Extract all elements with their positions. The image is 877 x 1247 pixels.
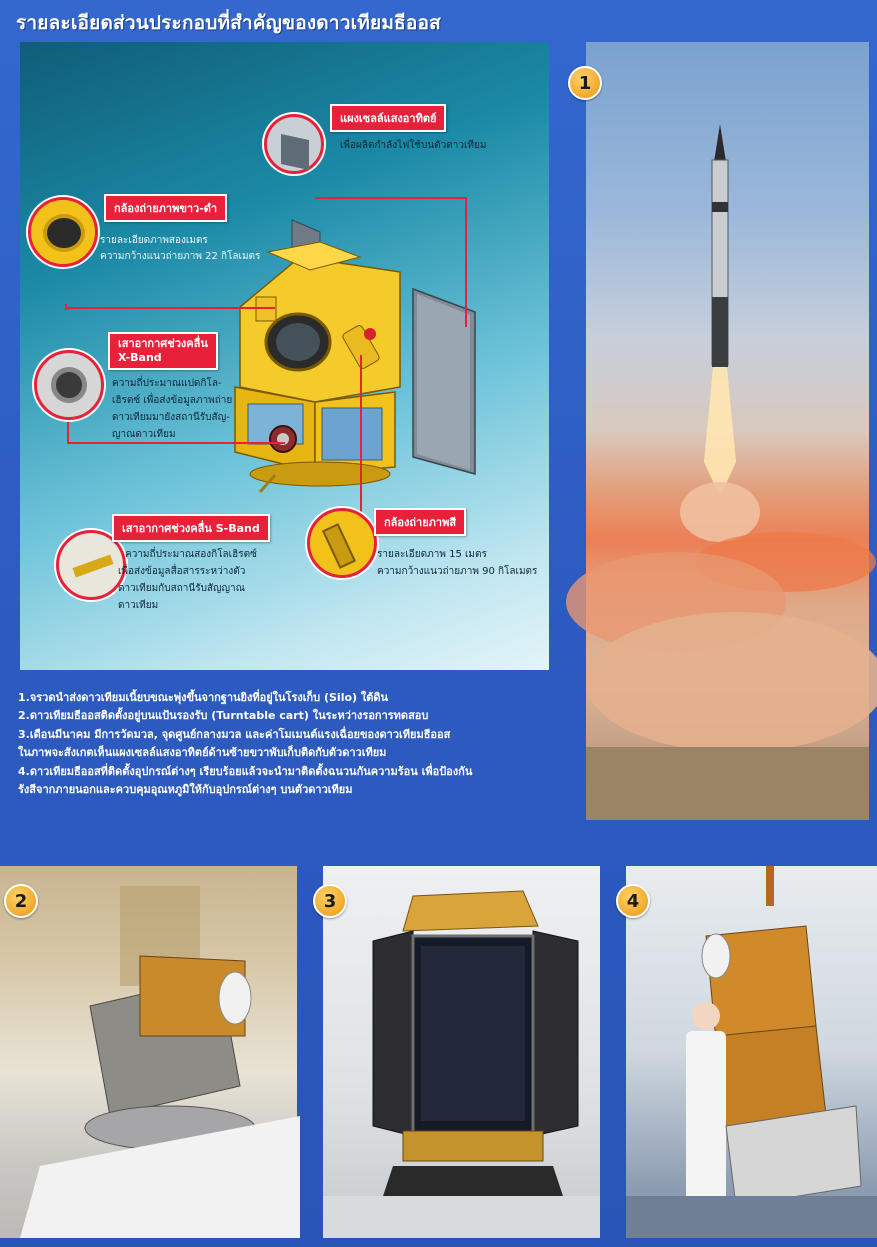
xband-antenna-text-3: ดาวเทียมมายังสถานีรับสัญ- [112,412,230,423]
xband-antenna-label-line-2: X-Band [118,351,162,364]
color-camera-text-2: ความกว้างแนวถ่ายภาพ 90 กิโลเมตร [377,566,538,577]
satellite-insulation-illustration [626,866,877,1238]
solar-panel-label: แผงเซลล์แสงอาทิตย์ [330,104,446,132]
color-camera-text-1: รายละเอียดภาพ 15 เมตร [377,549,487,560]
sband-antenna-text-3: ดาวเทียมกับสถานีรับสัญญาณ [118,583,245,594]
sband-antenna-label: เสาอากาศช่วงคลื่น S-Band [112,514,270,542]
page-title: รายละเอียดส่วนประกอบที่สำคัญของดาวเทียมธีออส [16,12,441,34]
pan-camera-label: กล้องถ่ายภาพขาว-ดำ [104,194,227,222]
pan-camera-text-2: ความกว้างแนวถ่ายภาพ 22 กิโลเมตร [100,251,261,262]
rocket-illustration [586,42,869,820]
satellite-insulation-photo [626,866,877,1238]
caption-line-6: รังสีจากภายนอกและควบคุมอุณหภูมิให้กับอุปกรณ์ต่างๆ บนตัวดาวเทียม [18,783,353,797]
satellite-turntable-photo [0,866,297,1238]
solar-panel-text: เพื่อผลิตกำลังไฟใช้บนตัวดาวเทียม [340,140,487,151]
sband-antenna-text-1: ความถี่ประมาณสองกิโลเฮิรตซ์ [125,549,257,560]
pan-camera-thumbnail [28,197,98,267]
caption-line-3: 3.เดือนมีนาคม มีการวัดมวล, จุดศูนย์กลางมวล และค่าโมเมนต์แรงเฉื่อยของดาวเทียมธีออส [18,727,451,741]
pan-camera-text-1: รายละเอียดภาพสองเมตร [100,235,208,246]
xband-antenna-text-4: ญาณดาวเทียม [112,429,176,440]
caption-line-4: ในภาพจะสังเกตเห็นแผงเซลล์แสงอาทิตย์ด้านซ้ายขวาพับเก็บติดกับตัวดาวเทียม [18,746,387,760]
xband-antenna-text-2: เฮิรตซ์ เพื่อส่งข้อมูลภาพถ่าย [112,395,233,406]
satellite-turntable-illustration [0,866,297,1238]
caption-line-1: 1.จรวดนำส่งดาวเทียมเนี้ยบขณะพุ่งขึ้นจากฐานยิงที่อยู่ในโรงเก็บ (Silo) ใต้ดิน [18,691,389,704]
color-camera-thumbnail [307,508,377,578]
solar-panel-thumbnail [264,114,324,174]
xband-antenna-thumbnail [34,350,104,420]
color-camera-label: กล้องถ่ายภาพสี [374,508,466,536]
sband-antenna-text-2: เพื่อส่งข้อมูลสื่อสารระหว่างตัว [118,566,246,577]
photo-number-badge-2: 2 [4,884,38,918]
caption-line-5: 4.ดาวเทียมธีออสที่ติดตั้งอุปกรณ์ต่างๆ เรียบร้อยแล้วจะนำมาติดตั้งฉนวนกันความร้อน เพื่อป้องกัน [18,764,473,778]
sband-antenna-text-4: ดาวเทียม [118,600,159,611]
rocket-launch-photo [578,42,869,820]
xband-antenna-label-line-1: เสาอากาศช่วงคลื่น [118,337,208,350]
photo-number-badge-1: 1 [568,66,602,100]
caption-line-2: 2.ดาวเทียมธีออสติดตั้งอยู่บนแป้นรองรับ (Turntable cart) ในระหว่างรอการทดสอบ [18,709,429,723]
satellite-folded-panels-photo [323,866,600,1238]
xband-antenna-label [108,332,218,370]
photo-number-badge-4: 4 [616,884,650,918]
photo-captions [18,689,578,799]
photo-number-badge-3: 3 [313,884,347,918]
satellite-diagram [20,42,549,670]
satellite-folded-panels-illustration [323,866,600,1238]
xband-antenna-text-1: ความถี่ประมาณแปดกิโล- [112,378,222,389]
